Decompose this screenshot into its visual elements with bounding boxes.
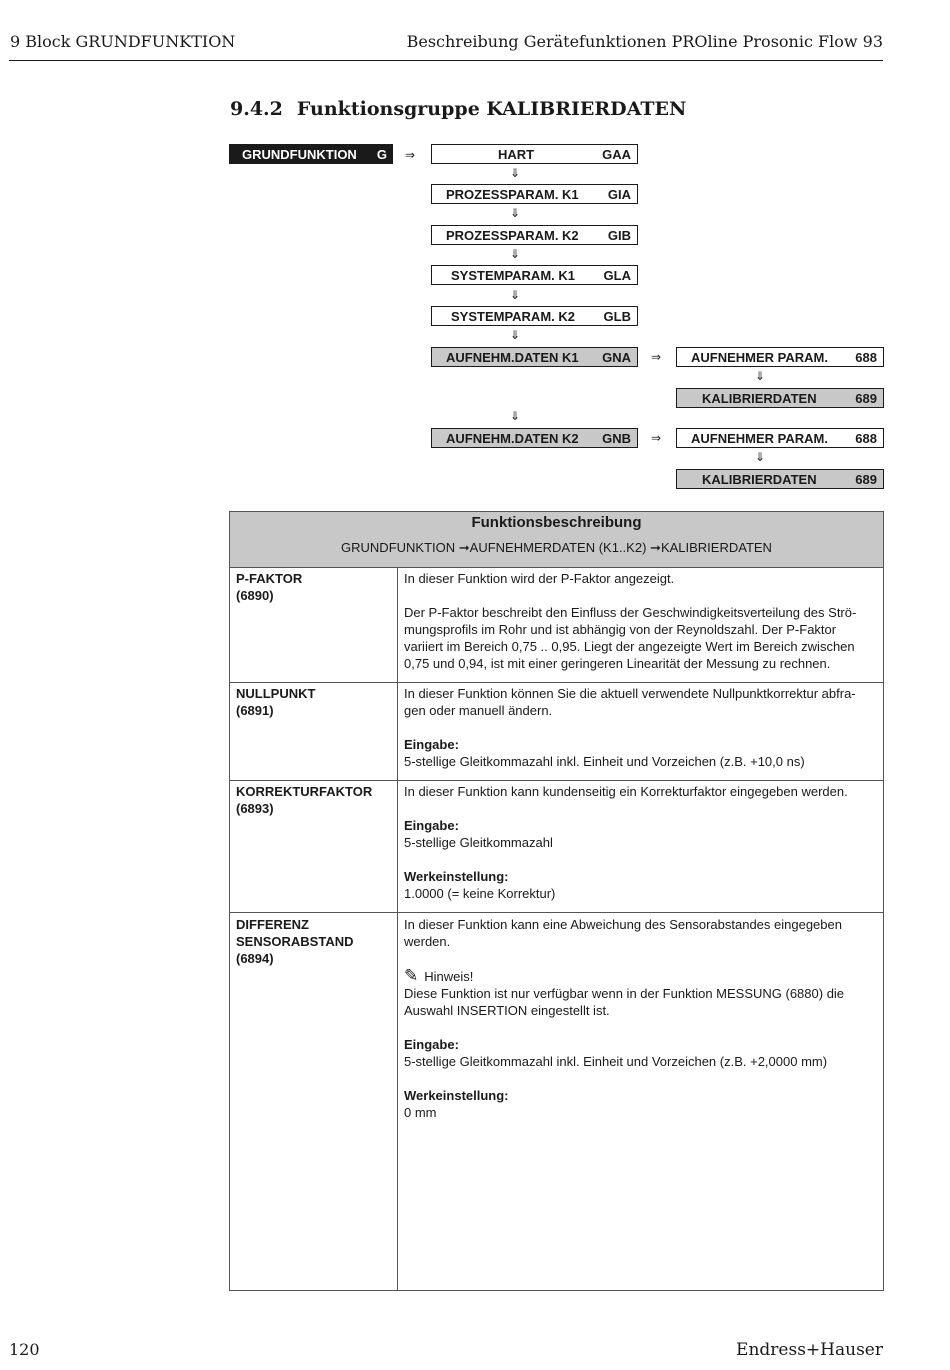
arrow-down-icon: ⇓ xyxy=(510,288,521,302)
function-name-p-faktor xyxy=(236,570,302,604)
desc-text: 0,75 und 0,94, ist mit einer geringeren Linearität der Messung zu rechnen. xyxy=(404,656,831,671)
arrow-right-icon: ⇒ xyxy=(651,350,662,364)
function-desc-nullpunkt xyxy=(404,685,878,770)
arrow-right-icon: ⇒ xyxy=(405,148,416,162)
chapter-header: 9 Block GRUNDFUNKTION xyxy=(10,32,236,51)
arrow-down-icon: ⇓ xyxy=(510,206,521,220)
group-code: GAA xyxy=(602,146,631,162)
group-label: SYSTEMPARAM. K1 xyxy=(451,267,575,283)
function-desc-p-faktor xyxy=(404,570,878,672)
input-label: Eingabe: xyxy=(404,1037,459,1052)
function-name: DIFFERENZ xyxy=(236,917,309,932)
function-name: KORREKTURFAKTOR xyxy=(236,784,373,799)
group-prozessparam-k2[interactable] xyxy=(431,225,638,245)
input-value: 5-stellige Gleitkommazahl inkl. Einheit und Vorzeichen (z.B. +2,0000 mm) xyxy=(404,1054,828,1069)
block-grundfunktion[interactable] xyxy=(229,144,393,164)
sub-code: 688 xyxy=(855,430,877,446)
group-code: GLA xyxy=(603,267,631,283)
sub-kalibrierdaten-k1[interactable] xyxy=(676,388,884,408)
input-label: Eingabe: xyxy=(404,737,459,752)
group-prozessparam-k1[interactable] xyxy=(431,184,638,204)
desc-text: In dieser Funktion kann eine Abweichung des Sensorabstandes eingegeben xyxy=(404,917,842,932)
arrow-right-icon: ⇒ xyxy=(651,431,662,445)
group-label: AUFNEHM.DATEN K1 xyxy=(446,349,579,365)
page-number: 120 xyxy=(9,1340,40,1359)
function-name-differenz-sensorabstand xyxy=(236,916,354,967)
group-code: GNA xyxy=(602,349,631,365)
group-label: SYSTEMPARAM. K2 xyxy=(451,308,575,324)
sub-code: 689 xyxy=(855,390,877,406)
sub-label: AUFNEHMER PARAM. xyxy=(691,430,828,446)
sub-aufnehmer-param-k1[interactable] xyxy=(676,347,884,367)
sub-label: AUFNEHMER PARAM. xyxy=(691,349,828,365)
arrow-down-icon: ⇓ xyxy=(755,450,766,464)
pencil-icon: ✎ xyxy=(404,966,419,985)
default-label: Werkeinstellung: xyxy=(404,1088,509,1103)
row-divider xyxy=(230,912,883,913)
default-label: Werkeinstellung: xyxy=(404,869,509,884)
note-text: Auswahl INSERTION eingestellt ist. xyxy=(404,1003,610,1018)
note-text: Diese Funktion ist nur verfügbar wenn in der Funktion MESSUNG (6880) die xyxy=(404,986,845,1001)
group-label: PROZESSPARAM. K1 xyxy=(446,186,579,202)
breadcrumb-item: KALIBRIERDATEN xyxy=(660,540,772,555)
sub-aufnehmer-param-k2[interactable] xyxy=(676,428,884,448)
breadcrumb-item: AUFNEHMERDATEN (K1..K2) xyxy=(469,540,647,555)
function-code: (6894) xyxy=(236,951,274,966)
sub-code: 688 xyxy=(855,349,877,365)
group-code: GLB xyxy=(603,308,631,324)
section-number: 9.4.2 xyxy=(230,98,283,120)
desc-text: In dieser Funktion können Sie die aktuell verwendete Nullpunktkorrektur abfra- xyxy=(404,686,856,701)
document-title-header: Beschreibung Gerätefunktionen PROline Prosonic Flow 93 xyxy=(406,32,883,51)
function-desc-differenz-sensorabstand xyxy=(404,916,878,1121)
group-label: AUFNEHM.DATEN K2 xyxy=(446,430,579,446)
group-label: HART xyxy=(498,146,535,162)
function-name-korrekturfaktor xyxy=(236,783,372,817)
group-systemparam-k1[interactable] xyxy=(431,265,638,285)
section-title-text: Funktionsgruppe KALIBRIERDATEN xyxy=(296,98,687,120)
input-value: 5-stellige Gleitkommazahl inkl. Einheit und Vorzeichen (z.B. +10,0 ns) xyxy=(404,754,805,769)
header-rule xyxy=(9,60,883,61)
function-name: NULLPUNKT xyxy=(236,686,316,701)
row-divider xyxy=(230,682,883,683)
default-value: 0 mm xyxy=(404,1105,437,1120)
section-title xyxy=(230,98,686,120)
brand-logo-text: Endress+Hauser xyxy=(736,1340,883,1360)
group-aufnehm-daten-k2[interactable] xyxy=(431,428,638,448)
row-divider xyxy=(230,780,883,781)
block-code: G xyxy=(376,146,387,162)
breadcrumb-arrow-icon: ➞ xyxy=(650,540,661,555)
group-code: GIA xyxy=(607,186,631,202)
group-code: GNB xyxy=(602,430,631,446)
table-title: Funktionsbeschreibung xyxy=(471,514,642,531)
desc-text: In dieser Funktion kann kundenseitig ein Korrekturfaktor eingegeben werden. xyxy=(404,784,848,799)
column-divider xyxy=(397,567,398,1290)
desc-text: In dieser Funktion wird der P-Faktor angezeigt. xyxy=(404,571,675,586)
breadcrumb-arrow-icon: ➞ xyxy=(458,540,470,555)
group-aufnehm-daten-k1[interactable] xyxy=(431,347,638,367)
function-code: (6891) xyxy=(236,703,274,718)
desc-text: gen oder manuell ändern. xyxy=(404,703,553,718)
desc-text: mungsprofils im Rohr und ist abhängig von der Reynoldszahl. Der P-Faktor xyxy=(404,622,837,637)
sub-label: KALIBRIERDATEN xyxy=(702,471,817,487)
group-hart[interactable] xyxy=(431,144,638,164)
breadcrumb-item: GRUNDFUNKTION xyxy=(341,540,456,555)
function-name-nullpunkt xyxy=(236,685,315,719)
group-label: PROZESSPARAM. K2 xyxy=(446,227,579,243)
note-title: Hinweis! xyxy=(424,969,474,984)
desc-text: variiert im Bereich 0,75 .. 0,95. Liegt der angezeigte Wert im Bereich zwischen xyxy=(404,639,855,654)
sub-label: KALIBRIERDATEN xyxy=(702,390,817,406)
desc-text: Der P-Faktor beschreibt den Einfluss der Geschwindigkeitsverteilung des Strö- xyxy=(404,605,857,620)
function-desc-korrekturfaktor xyxy=(404,783,878,902)
function-code: (6890) xyxy=(236,588,274,603)
arrow-down-icon: ⇓ xyxy=(755,369,766,383)
desc-text: werden. xyxy=(404,934,451,949)
function-name: P-FAKTOR xyxy=(236,571,303,586)
block-label: GRUNDFUNKTION xyxy=(242,146,357,162)
group-systemparam-k2[interactable] xyxy=(431,306,638,326)
arrow-down-icon: ⇓ xyxy=(510,166,521,180)
arrow-down-icon: ⇓ xyxy=(510,247,521,261)
sub-kalibrierdaten-k2[interactable] xyxy=(676,469,884,489)
function-name: SENSORABSTAND xyxy=(236,934,354,949)
arrow-down-icon: ⇓ xyxy=(510,328,521,342)
arrow-down-icon: ⇓ xyxy=(510,409,521,423)
table-breadcrumb xyxy=(230,540,883,556)
default-value: 1.0000 (= keine Korrektur) xyxy=(404,886,556,901)
group-code: GIB xyxy=(607,227,631,243)
table-header xyxy=(230,512,883,568)
function-code: (6893) xyxy=(236,801,274,816)
input-label: Eingabe: xyxy=(404,818,459,833)
input-value: 5-stellige Gleitkommazahl xyxy=(404,835,553,850)
function-description-table xyxy=(229,511,884,1291)
sub-code: 689 xyxy=(855,471,877,487)
